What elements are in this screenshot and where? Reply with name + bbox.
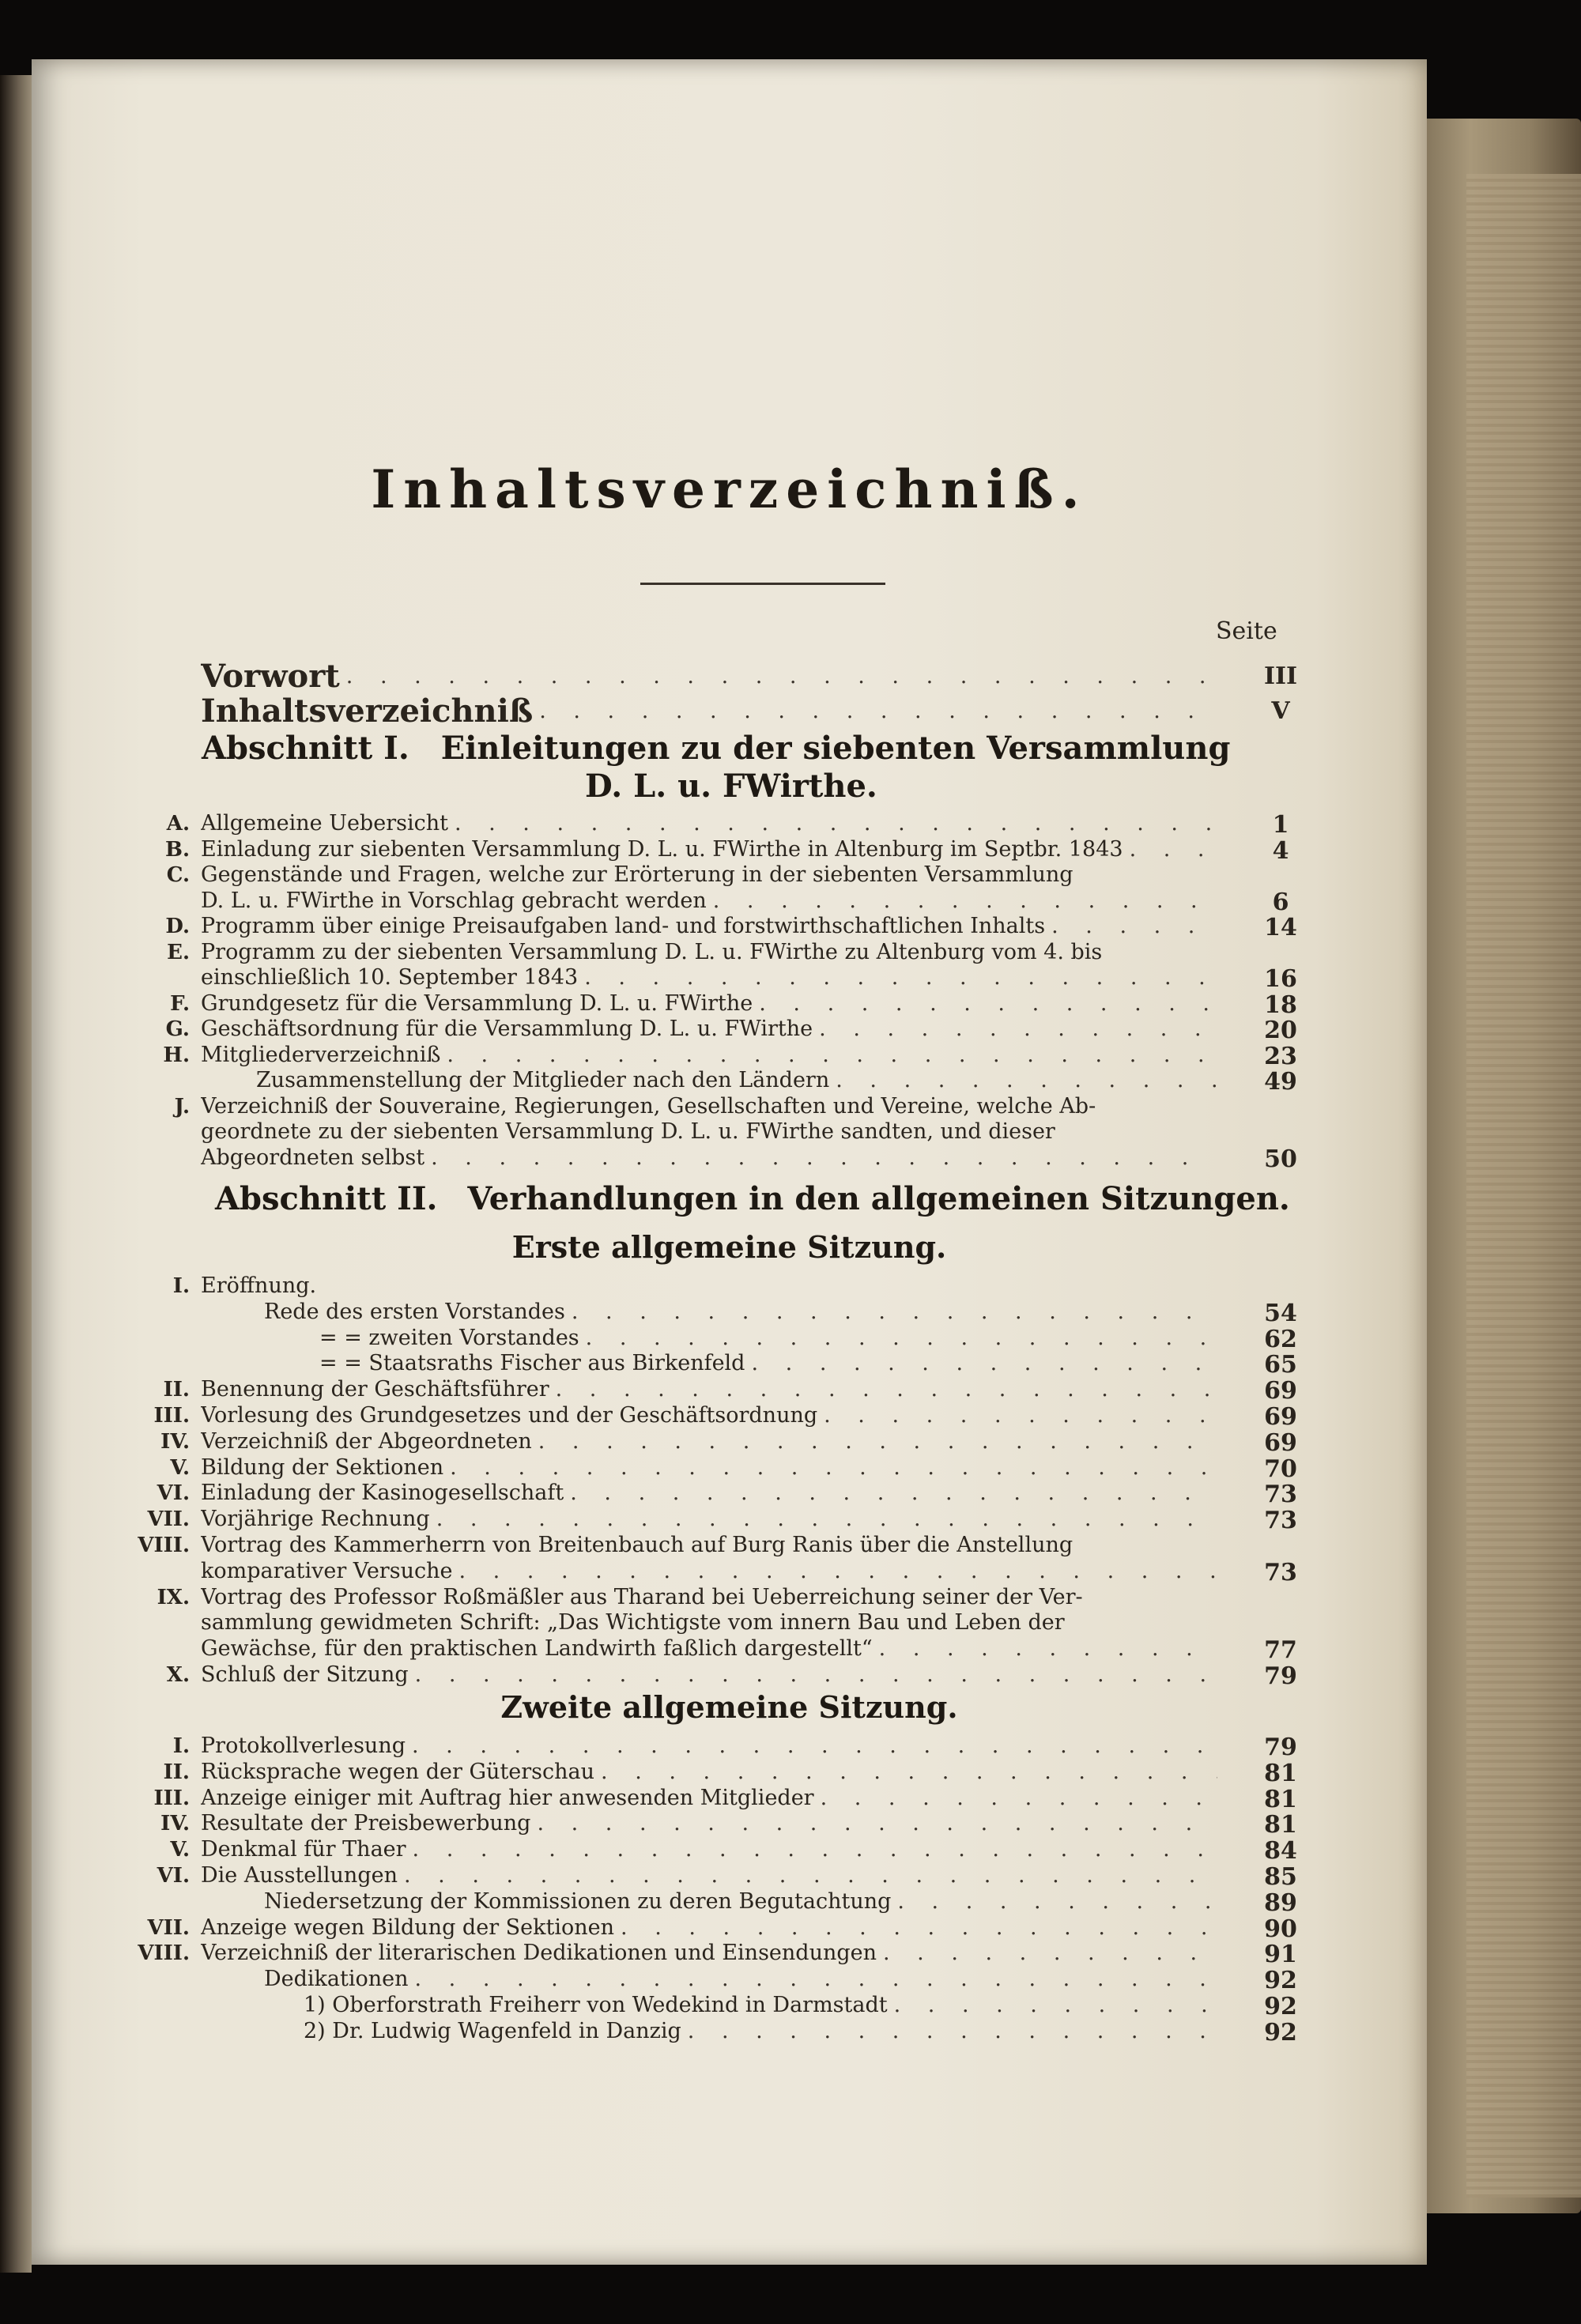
toc-entry [32, 1759, 1297, 1787]
leader-dots [549, 1376, 1217, 1403]
toc-entry [32, 1067, 1297, 1096]
leader-dots [530, 1810, 1217, 1837]
leader-dots [448, 810, 1217, 837]
leader-dots [707, 888, 1217, 915]
entry-text: Gewächse, für den praktischen Landwirth faßlich dargestellt“ [201, 1636, 873, 1662]
entry-page-number: 54 [1264, 1299, 1297, 1327]
toc-entry [32, 1966, 1297, 1995]
entry-page-number: 73 [1264, 1481, 1297, 1509]
toc-entry [32, 1836, 1297, 1866]
entry-label: II. [163, 1760, 190, 1784]
entry-text: Inhaltsverzeichniß [201, 693, 534, 730]
toc-entry [32, 1454, 1297, 1483]
toc-entry [32, 862, 1217, 888]
entry-text: sammlung gewidmeten Schrift: „Das Wichtigste vom innern Bau und Leben der [201, 1610, 1065, 1635]
toc-entry [32, 1480, 1297, 1509]
toc-entry [32, 1888, 1297, 1917]
entry-text: Verzeichniß der Abgeordneten [201, 1428, 532, 1454]
section-2-title: Verhandlungen in den allgemeinen Sitzungen. [467, 1180, 1290, 1217]
toc-entry [32, 836, 1289, 865]
leader-dots [409, 1966, 1217, 1993]
toc-entry [32, 1428, 1297, 1457]
page-title: Inhaltsverzeichniß. [371, 458, 1088, 520]
section-2-heading [215, 1180, 1290, 1217]
leader-dots [877, 1940, 1217, 1967]
book-spine-left [0, 75, 32, 2273]
leader-dots [891, 1888, 1217, 1915]
toc-entry [32, 1273, 1217, 1300]
entry-text: Vorwort [201, 658, 340, 695]
toc-entry [32, 964, 1297, 993]
entry-page-number: 14 [1264, 914, 1297, 941]
entry-text: geordnete zu der siebenten Versammlung D. L. u. FWirthe sandten, und dieser [201, 1119, 1055, 1144]
toc-entry [32, 1532, 1217, 1559]
leader-dots [829, 1067, 1217, 1094]
toc-entry [32, 1042, 1297, 1070]
leader-dots [579, 1325, 1217, 1352]
section-1-title-line2: D. L. u. FWirthe. [585, 768, 877, 805]
entry-text: Verzeichniß der literarischen Dedikationen und Einsendungen [201, 1941, 877, 1966]
section-2-label: Abschnitt II. [215, 1180, 438, 1217]
entry-label: J. [174, 1094, 190, 1119]
entry-page-number: 69 [1264, 1428, 1297, 1457]
entry-page-number: 73 [1264, 1558, 1297, 1586]
entry-text: Bildung der Sektionen [201, 1454, 444, 1480]
entry-text: Vorlesung des Grundgesetzes und der Geschäftsordnung [201, 1403, 818, 1428]
toc-entry [32, 913, 1297, 941]
toc-entry [32, 1506, 1297, 1535]
entry-text: Schluß der Sitzung [201, 1662, 409, 1687]
entry-text: Anzeige wegen Bildung der Sektionen [201, 1915, 615, 1940]
leader-dots [430, 1506, 1217, 1533]
title-rule [640, 583, 885, 585]
entry-page-number: 81 [1264, 1811, 1297, 1839]
entry-text: Programm über einige Preisaufgaben land- und forstwirthschaftlichen Inhalts [201, 914, 1046, 938]
entry-page-number: 91 [1264, 1941, 1297, 1969]
book-cover-edge [1466, 174, 1581, 2198]
entry-label: VI. [157, 1481, 190, 1506]
toc-entry [32, 1733, 1297, 1761]
section-1-heading [202, 730, 1230, 767]
entry-page-number: 92 [1264, 1993, 1297, 2020]
entry-label: V. [170, 1455, 190, 1480]
entry-text: Vortrag des Professor Roßmäßler aus Tharand bei Ueberreichung seiner der Ver- [201, 1584, 1083, 1609]
document-page [32, 59, 1427, 2265]
toc-entry [32, 1609, 1217, 1636]
entry-label: VI. [157, 1864, 190, 1888]
entry-text: Vorjährige Rechnung [201, 1507, 430, 1532]
leader-dots [564, 1480, 1217, 1507]
leader-dots [1045, 913, 1217, 940]
entry-page-number: 4 [1272, 836, 1289, 865]
toc-entry [32, 1992, 1297, 2020]
entry-text: Mitgliederverzeichniß [201, 1042, 441, 1067]
entry-page-number: 49 [1264, 1068, 1297, 1096]
entry-text: Anzeige einiger mit Auftrag hier anwesenden Mitglieder [201, 1785, 814, 1810]
entry-label: F. [170, 991, 190, 1016]
leader-dots [1123, 836, 1217, 863]
entry-label: VII. [147, 1507, 190, 1532]
entry-text: Niedersetzung der Kommissionen zu deren Begutachtung [264, 1888, 892, 1914]
leader-dots [406, 1733, 1217, 1760]
entry-text: Vortrag des Kammerherrn von Breitenbauch auf Burg Ranis über die Anstellung [201, 1533, 1073, 1557]
entry-page-number: 79 [1264, 1662, 1297, 1690]
entry-text: einschließlich 10. September 1843 [201, 965, 579, 990]
entry-page-number: 92 [1264, 1967, 1297, 1995]
entry-label: III. [153, 1786, 190, 1810]
leader-dots [745, 1350, 1217, 1377]
toc-entry [32, 1810, 1297, 1839]
toc-entry [32, 1325, 1297, 1353]
entry-text: Geschäftsordnung für die Versammlung D. L. u. FWirthe [201, 1017, 813, 1041]
toc-entry [32, 1584, 1217, 1611]
leader-dots [440, 1042, 1217, 1069]
entry-text: Allgemeine Uebersicht [201, 811, 448, 836]
entry-label: VIII. [138, 1941, 190, 1966]
entry-text: Programm zu der siebenten Versammlung D. L. u. FWirthe zu Altenburg vom 4. bis [201, 939, 1103, 964]
toc-entry [32, 1299, 1297, 1327]
leader-dots [614, 1915, 1217, 1941]
leader-dots [578, 964, 1217, 991]
entry-label: X. [166, 1663, 190, 1687]
entry-label: H. [163, 1043, 190, 1067]
entry-label: I. [172, 1274, 190, 1298]
entry-text: Grundgesetz für die Versammlung D. L. u. FWirthe [201, 990, 753, 1016]
entry-page-number: 65 [1264, 1351, 1297, 1379]
section-1-label: Abschnitt I. [202, 730, 409, 767]
entry-page-number: 20 [1264, 1017, 1297, 1044]
entry-page-number: 77 [1264, 1636, 1297, 1665]
entry-page-number: 89 [1264, 1888, 1297, 1917]
toc-entry [32, 1093, 1217, 1120]
entry-page-number: 70 [1264, 1454, 1297, 1483]
leader-dots [424, 1145, 1217, 1171]
entry-page-number: 69 [1264, 1377, 1297, 1405]
entry-label: I. [172, 1734, 190, 1758]
entry-page-number: V [1271, 697, 1290, 725]
leader-dots [814, 1785, 1217, 1812]
leader-dots [888, 1992, 1217, 2019]
toc-entry [32, 1635, 1297, 1665]
entry-text: Rede des ersten Vorstandes [264, 1299, 565, 1324]
entry-text: Benennung der Geschäftsführer [201, 1377, 549, 1402]
first-session-heading: Erste allgemeine Sitzung. [511, 1229, 947, 1265]
toc-entry [32, 1376, 1297, 1405]
entry-page-number: 81 [1264, 1759, 1297, 1787]
leader-dots [753, 990, 1217, 1017]
entry-page-number: III [1263, 662, 1298, 690]
entry-page-number: 79 [1264, 1734, 1297, 1761]
entry-page-number: 18 [1264, 990, 1297, 1019]
toc-entry [32, 1862, 1297, 1891]
entry-page-number: 90 [1264, 1915, 1297, 1943]
leader-dots [813, 1016, 1217, 1043]
entry-text: Zusammenstellung der Mitglieder nach den Ländern [256, 1068, 830, 1092]
entry-label: II. [163, 1378, 190, 1402]
entry-label: IV. [160, 1812, 190, 1836]
leader-dots [409, 1662, 1217, 1688]
second-session-heading: Zweite allgemeine Sitzung. [500, 1689, 958, 1725]
entry-page-number: 69 [1264, 1403, 1297, 1431]
leader-dots [532, 1428, 1217, 1455]
front-entry [32, 693, 1290, 730]
entry-label: V. [170, 1838, 190, 1862]
entry-text: D. L. u. FWirthe in Vorschlag gebracht werden [201, 888, 707, 913]
entry-text: Einladung zur siebenten Versammlung D. L. u. FWirthe in Altenburg im Septbr. 1843 [201, 836, 1123, 862]
entry-text: Verzeichniß der Souveraine, Regierungen, Gesellschaften und Vereine, welche Ab- [201, 1093, 1096, 1119]
entry-text: Denkmal für Thaer [201, 1837, 406, 1862]
entry-page-number: 23 [1264, 1042, 1297, 1070]
entry-label: E. [167, 940, 190, 964]
entry-page-number: 85 [1264, 1863, 1297, 1891]
entry-text: Abgeordneten selbst [201, 1145, 425, 1170]
entry-text: 1) Oberforstrath Freiherr von Wedekind in Darmstadt [304, 1993, 888, 2017]
entry-page-number: 6 [1272, 888, 1289, 916]
entry-page-number: 62 [1264, 1325, 1297, 1353]
entry-page-number: 73 [1264, 1507, 1297, 1535]
entry-page-number: 84 [1264, 1837, 1297, 1866]
entry-text: Gegenstände und Fragen, welche zur Erörterung in der siebenten Versammlung [201, 862, 1073, 887]
section-1-title-line1: Einleitungen zu der siebenten Versammlung [440, 730, 1231, 767]
leader-dots [398, 1862, 1217, 1889]
toc-entry [32, 1940, 1297, 1969]
leader-dots [873, 1635, 1217, 1662]
entry-text: Eröffnung. [201, 1273, 317, 1298]
entry-label: IV. [160, 1429, 190, 1454]
entry-label: B. [164, 837, 190, 862]
toc-entry [32, 939, 1217, 966]
toc-entry [32, 1350, 1297, 1379]
entry-label: VIII. [138, 1534, 190, 1557]
entry-label: G. [165, 1017, 190, 1041]
entry-page-number: 50 [1264, 1145, 1297, 1173]
entry-text: Rücksprache wegen der Güterschau [201, 1759, 595, 1784]
toc-entry [32, 2018, 1297, 2047]
leader-dots [443, 1454, 1217, 1481]
leader-dots [594, 1759, 1217, 1786]
entry-label: III. [153, 1404, 190, 1428]
entry-page-number: 92 [1264, 2018, 1297, 2047]
toc-entry [32, 1119, 1217, 1145]
leader-dots [452, 1558, 1217, 1585]
entry-page-number: 81 [1264, 1785, 1297, 1813]
entry-label: VII. [147, 1915, 190, 1940]
entry-text: 2) Dr. Ludwig Wagenfeld in Danzig [304, 2018, 681, 2043]
toc-entry [32, 1016, 1297, 1044]
toc-entry [32, 1785, 1297, 1813]
entry-text: Protokollverlesung [201, 1734, 406, 1758]
entry-text: = = zweiten Vorstandes [319, 1325, 579, 1350]
leader-dots [817, 1402, 1217, 1429]
toc-entry [32, 1558, 1297, 1586]
toc-entry [32, 810, 1289, 839]
toc-entry [32, 1402, 1297, 1431]
entry-text: komparativer Versuche [201, 1558, 453, 1583]
entry-text: Resultate der Preisbewerbung [201, 1811, 531, 1836]
toc-entry [32, 1915, 1297, 1943]
toc-entry [32, 888, 1289, 916]
toc-entry [32, 1145, 1297, 1173]
leader-dots [681, 2018, 1217, 2045]
entry-page-number: 1 [1272, 811, 1289, 839]
entry-text: Die Ausstellungen [201, 1863, 398, 1888]
leader-dots [565, 1299, 1217, 1326]
entry-text: = = Staatsraths Fischer aus Birkenfeld [319, 1351, 745, 1376]
entry-text: Dedikationen [264, 1967, 409, 1992]
entry-text: Einladung der Kasinogesellschaft [201, 1481, 564, 1506]
toc-entry [32, 990, 1297, 1019]
toc-entry [32, 1662, 1297, 1690]
entry-label: C. [166, 863, 190, 887]
entry-label: D. [165, 915, 190, 938]
page-column-header: Seite [1216, 617, 1277, 645]
leader-dots [406, 1836, 1217, 1863]
leader-dots [533, 693, 1217, 730]
entry-label: IX. [157, 1585, 190, 1609]
entry-page-number: 16 [1264, 965, 1297, 993]
leader-dots [340, 658, 1217, 695]
entry-label: A. [166, 812, 190, 836]
front-entry [32, 658, 1298, 695]
